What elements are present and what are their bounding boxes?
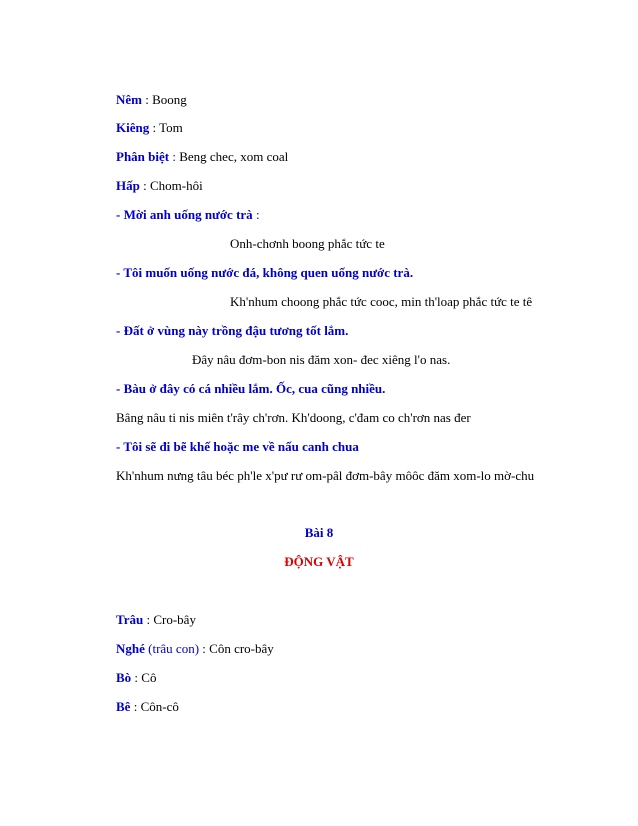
vocab-separator: : bbox=[149, 120, 160, 135]
phrase-vietnamese: - Tôi sẽ đi bẽ khế hoặc me về nấu canh chua bbox=[116, 439, 359, 454]
phrase-translation: Kh'nhum choong phắc tức cooc, min th'loap phắc tức te tê bbox=[230, 294, 533, 309]
vocab-entry-nem bbox=[116, 92, 187, 108]
phrase-vietnamese bbox=[116, 207, 260, 223]
vocab-separator: : bbox=[139, 178, 150, 193]
vocab-entry-phan-biet bbox=[116, 149, 288, 165]
phrase-text: - Mời anh uống nước trà bbox=[116, 207, 253, 222]
vocab-term: Bò bbox=[116, 670, 132, 685]
vocab-term: Hấp bbox=[116, 178, 140, 193]
vocab-translation: Tom bbox=[159, 120, 183, 135]
phrase-suffix: : bbox=[252, 207, 260, 222]
vocab-term: Nghé bbox=[116, 641, 145, 656]
vocab-term: Nêm bbox=[116, 92, 142, 107]
vocab-separator: : bbox=[130, 699, 141, 714]
lesson-title: ĐỘNG VẬT bbox=[284, 554, 354, 569]
vocab-translation: Côn cro-bây bbox=[209, 641, 274, 656]
vocab-translation: Cô bbox=[141, 670, 157, 685]
vocab-separator: : bbox=[142, 92, 153, 107]
vocab-entry-bo bbox=[116, 670, 156, 686]
vocab-translation: Côn-cô bbox=[140, 699, 179, 714]
phrase-vietnamese: - Bàu ở đây có cá nhiều lắm. Ốc, cua cũng nhiều. bbox=[116, 381, 386, 396]
vocab-note: (trâu con) bbox=[144, 641, 200, 656]
vocab-term: Trâu bbox=[116, 612, 144, 627]
vocab-entry-be bbox=[116, 699, 179, 715]
vocab-translation: Boong bbox=[152, 92, 187, 107]
vocab-term: Kiêng bbox=[116, 120, 150, 135]
vocab-translation: Cro-bây bbox=[153, 612, 196, 627]
lesson-number: Bài 8 bbox=[304, 525, 334, 540]
phrase-translation: Đây nâu đơm-bon nis đăm xon- đec xiêng l'o nas. bbox=[192, 352, 451, 367]
phrase-translation: Onh-chơnh boong phắc tức te bbox=[230, 236, 385, 251]
vocab-separator: : bbox=[131, 670, 142, 685]
phrase-vietnamese: - Đất ở vùng này trồng đậu tương tốt lắm. bbox=[116, 323, 349, 338]
vocab-entry-trau bbox=[116, 612, 196, 628]
vocab-separator: : bbox=[143, 612, 154, 627]
phrase-translation: Bâng nâu ti nis miên t'rây ch'rơn. Kh'doong, c'đam co ch'rơn nas đer bbox=[116, 410, 471, 425]
vocab-translation: Beng chec, xom coal bbox=[179, 149, 289, 164]
vocab-entry-hap bbox=[116, 178, 203, 194]
vocab-entry-nghe bbox=[116, 641, 274, 657]
vocab-term: Phân biệt bbox=[116, 149, 170, 164]
phrase-vietnamese: - Tôi muốn uống nước đá, không quen uống nước trà. bbox=[116, 265, 414, 280]
vocab-separator: : bbox=[169, 149, 180, 164]
vocab-translation: Chom-hôi bbox=[149, 178, 203, 193]
vocab-term: Bê bbox=[116, 699, 131, 714]
vocab-entry-kieng bbox=[116, 120, 183, 136]
vocab-separator: : bbox=[199, 641, 210, 656]
phrase-translation: Kh'nhum nưng tâu béc ph'le x'pư rư om-pâl đơm-bây môôc đăm xom-lo mờ-chu bbox=[116, 468, 535, 483]
